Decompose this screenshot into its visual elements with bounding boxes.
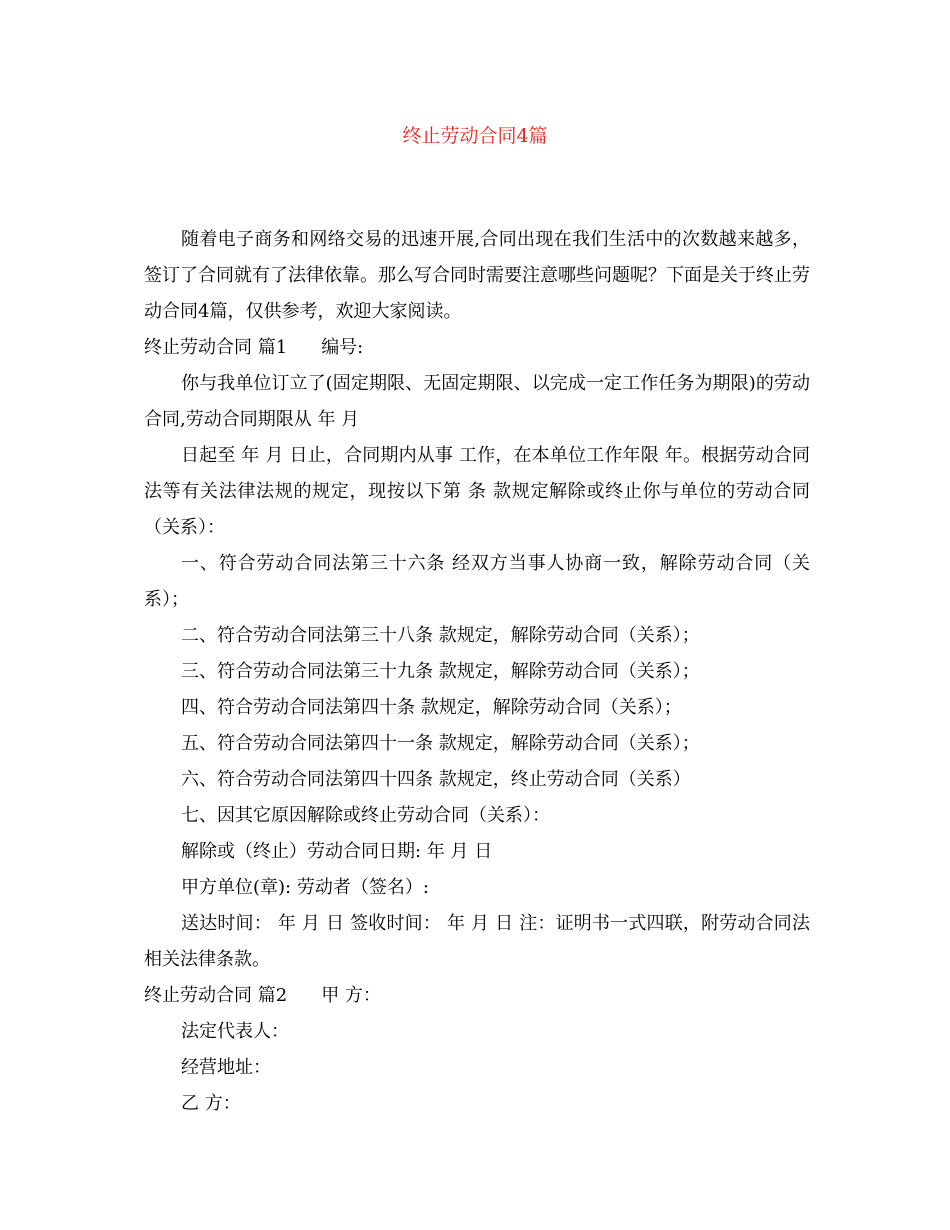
section-1-heading xyxy=(144,330,810,366)
signature-line: 甲方单位(章): 劳动者（签名）: xyxy=(181,877,429,898)
clause-item: 五、符合劳动合同法第四十一条 款规定，解除劳动合同（关系）； xyxy=(181,733,700,754)
section-1-number-label: 编号: xyxy=(321,337,364,358)
section-2-heading xyxy=(144,978,810,1014)
clause-item: 二、符合劳动合同法第三十八条 款规定，解除劳动合同（关系）； xyxy=(181,625,700,646)
document-body xyxy=(144,222,810,1122)
section-1-paragraph-2: 日起至 年 月 日止，合同期内从事 工作，在本单位工作年限 年。根据劳动合同法等有关法律法规的规定，现按以下第 条 款规定解除或终止你与单位的劳动合同（关系）： xyxy=(144,445,810,538)
legal-representative-field: 法定代表人： xyxy=(181,1021,289,1042)
party-a-label: 甲 方： xyxy=(321,985,381,1006)
party-b-field: 乙 方： xyxy=(181,1093,241,1114)
section-1-title: 终止劳动合同 篇1 xyxy=(144,337,288,358)
document-title: 终止劳动合同4篇 xyxy=(402,125,548,147)
section-1-paragraph-1: 你与我单位订立了(固定期限、无固定期限、以完成一定工作任务为期限)的劳动合同,劳动合同期限从 年 月 xyxy=(144,373,810,430)
clause-item: 七、因其它原因解除或终止劳动合同（关系）： xyxy=(181,805,550,826)
intro-paragraph: 随着电子商务和网络交易的迅速开展,合同出现在我们生活中的次数越来越多，签订了合同就有了法律依靠。那么写合同时需要注意哪些问题呢？下面是关于终止劳动合同4篇，仅供参考，欢迎大家阅读。 xyxy=(144,229,810,322)
clause-item: 六、符合劳动合同法第四十四条 款规定，终止劳动合同（关系） xyxy=(181,769,691,790)
clause-item: 三、符合劳动合同法第三十九条 款规定，解除劳动合同（关系）； xyxy=(181,661,700,682)
section-2-title: 终止劳动合同 篇2 xyxy=(144,985,288,1006)
business-address-field: 经营地址： xyxy=(181,1057,271,1078)
clause-item: 四、符合劳动合同法第四十条 款规定，解除劳动合同（关系）； xyxy=(181,697,682,718)
clause-item: 一、符合劳动合同法第三十六条 经双方当事人协商一致，解除劳动合同（关系）； xyxy=(144,553,810,610)
delivery-note: 送达时间： 年 月 日 签收时间： 年 月 日 注：证明书一式四联，附劳动合同法相关法律条款。 xyxy=(144,913,810,970)
termination-date-line: 解除或（终止）劳动合同日期: 年 月 日 xyxy=(181,841,493,862)
